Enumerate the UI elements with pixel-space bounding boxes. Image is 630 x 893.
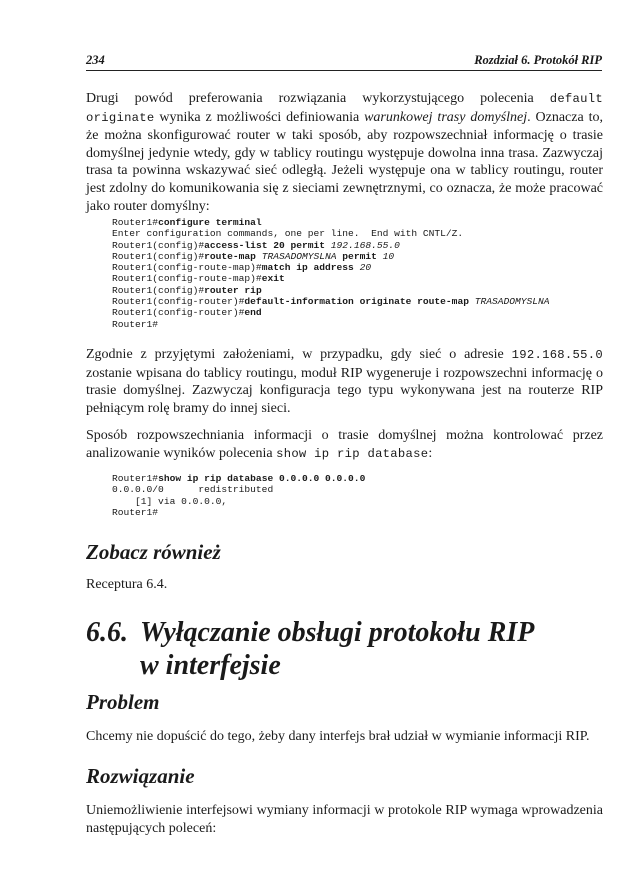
text-span: . Oznacza to, że można skonfigurować router w taki sposób, aby rozpowszechniał informację o trasie domyślnej jedynie wtedy, gdy w tablicy routingu występuje dowolna inna trasa. Zazwyczaj trasa ta powinna wskazywać sieć odległą. Jeżeli występuje ona w tablicy routingu, router jest zdolny do komunikowania się z sieciami zewnętrznymi, co oznacza, że może pracować jako router domyślny: <box>86 109 603 214</box>
heading-solution: Rozwiązanie <box>86 764 195 788</box>
code-line: Router1# <box>112 318 159 330</box>
code-line: [1] via 0.0.0.0, <box>112 495 228 507</box>
code-line: Router1#configure terminal <box>112 217 262 228</box>
inline-command: default originate <box>86 92 603 125</box>
paragraph-default-originate <box>86 90 603 215</box>
chapter-title-line: w interfejsie <box>140 650 281 681</box>
code-block-route-map <box>112 217 612 330</box>
code-line: Router1(config-router)#default-information originate route-map TRASADOMYSLNA <box>112 296 550 308</box>
problem-text: Chcemy nie dopuścić do tego, żeby dany interfejs brał udział w wymianie informacji RIP. <box>86 729 590 744</box>
code-line: Router1(config)#route-map TRASADOMYSLNA permit 10 <box>112 250 395 262</box>
chapter-title-line: Wyłączanie obsługi protokołu RIP <box>140 617 535 648</box>
code-line: Enter configuration commands, one per line. End with CNTL/Z. <box>112 228 464 240</box>
text-span: Sposób rozpowszechniania informacji o trasie domyślnej można kontrolować przez analizowanie wyników polecenia <box>86 428 603 461</box>
chapter-heading <box>86 616 534 682</box>
paragraph-show-database <box>86 427 603 463</box>
code-line: Router1(config)#router rip <box>112 284 262 296</box>
text-span: : <box>428 445 433 461</box>
chapter-number: 6.6. <box>86 617 128 648</box>
code-line: 0.0.0.0/0 redistributed <box>112 484 274 496</box>
code-line: Router1(config-route-map)#match ip address 20 <box>112 262 372 274</box>
text-span: Drugi powód preferowania rozwiązania wykorzystującego polecenia <box>86 91 550 106</box>
paragraph-conditional-route <box>86 346 603 417</box>
heading-see-also: Zobacz również <box>86 540 221 564</box>
solution-text: Uniemożliwienie interfejsowi wymiany informacji w protokole RIP wymaga wprowadzenia następujących poleceń: <box>86 803 603 836</box>
inline-ip-address: 192.168.55.0 <box>511 348 603 362</box>
text-span: wynika z możliwości definiowania <box>154 109 365 125</box>
see-also-reference: Receptura 6.4. <box>86 577 168 592</box>
code-line: Router1(config-route-map)#exit <box>112 273 285 285</box>
running-head: Rozdział 6. Protokół RIP <box>474 53 602 67</box>
code-block-show-database <box>112 473 612 518</box>
emphasis-term: warunkowej trasy domyślnej <box>364 109 528 125</box>
text-span: Zgodnie z przyjętymi założeniami, w przypadku, gdy sieć o adresie <box>86 347 512 362</box>
header-rule <box>86 70 602 71</box>
heading-problem: Problem <box>86 690 160 714</box>
code-line: Router1#show ip rip database 0.0.0.0 0.0.0.0 <box>112 473 366 484</box>
inline-command: show ip rip database <box>276 446 429 461</box>
code-line: Router1# <box>112 506 159 518</box>
code-line: Router1(config)#access-list 20 permit 192.168.55.0 <box>112 239 400 251</box>
code-line: Router1(config-router)#end <box>112 307 262 319</box>
text-span: zostanie wpisana do tablicy routingu, moduł RIP wygeneruje i rozpowszechni informację o trasie domyślnej. Zazwyczaj konfiguracja tego typu wykonywana jest na routerze RIP pełniącym rolę bramy do innej sieci. <box>86 365 603 416</box>
page-number: 234 <box>86 53 105 67</box>
